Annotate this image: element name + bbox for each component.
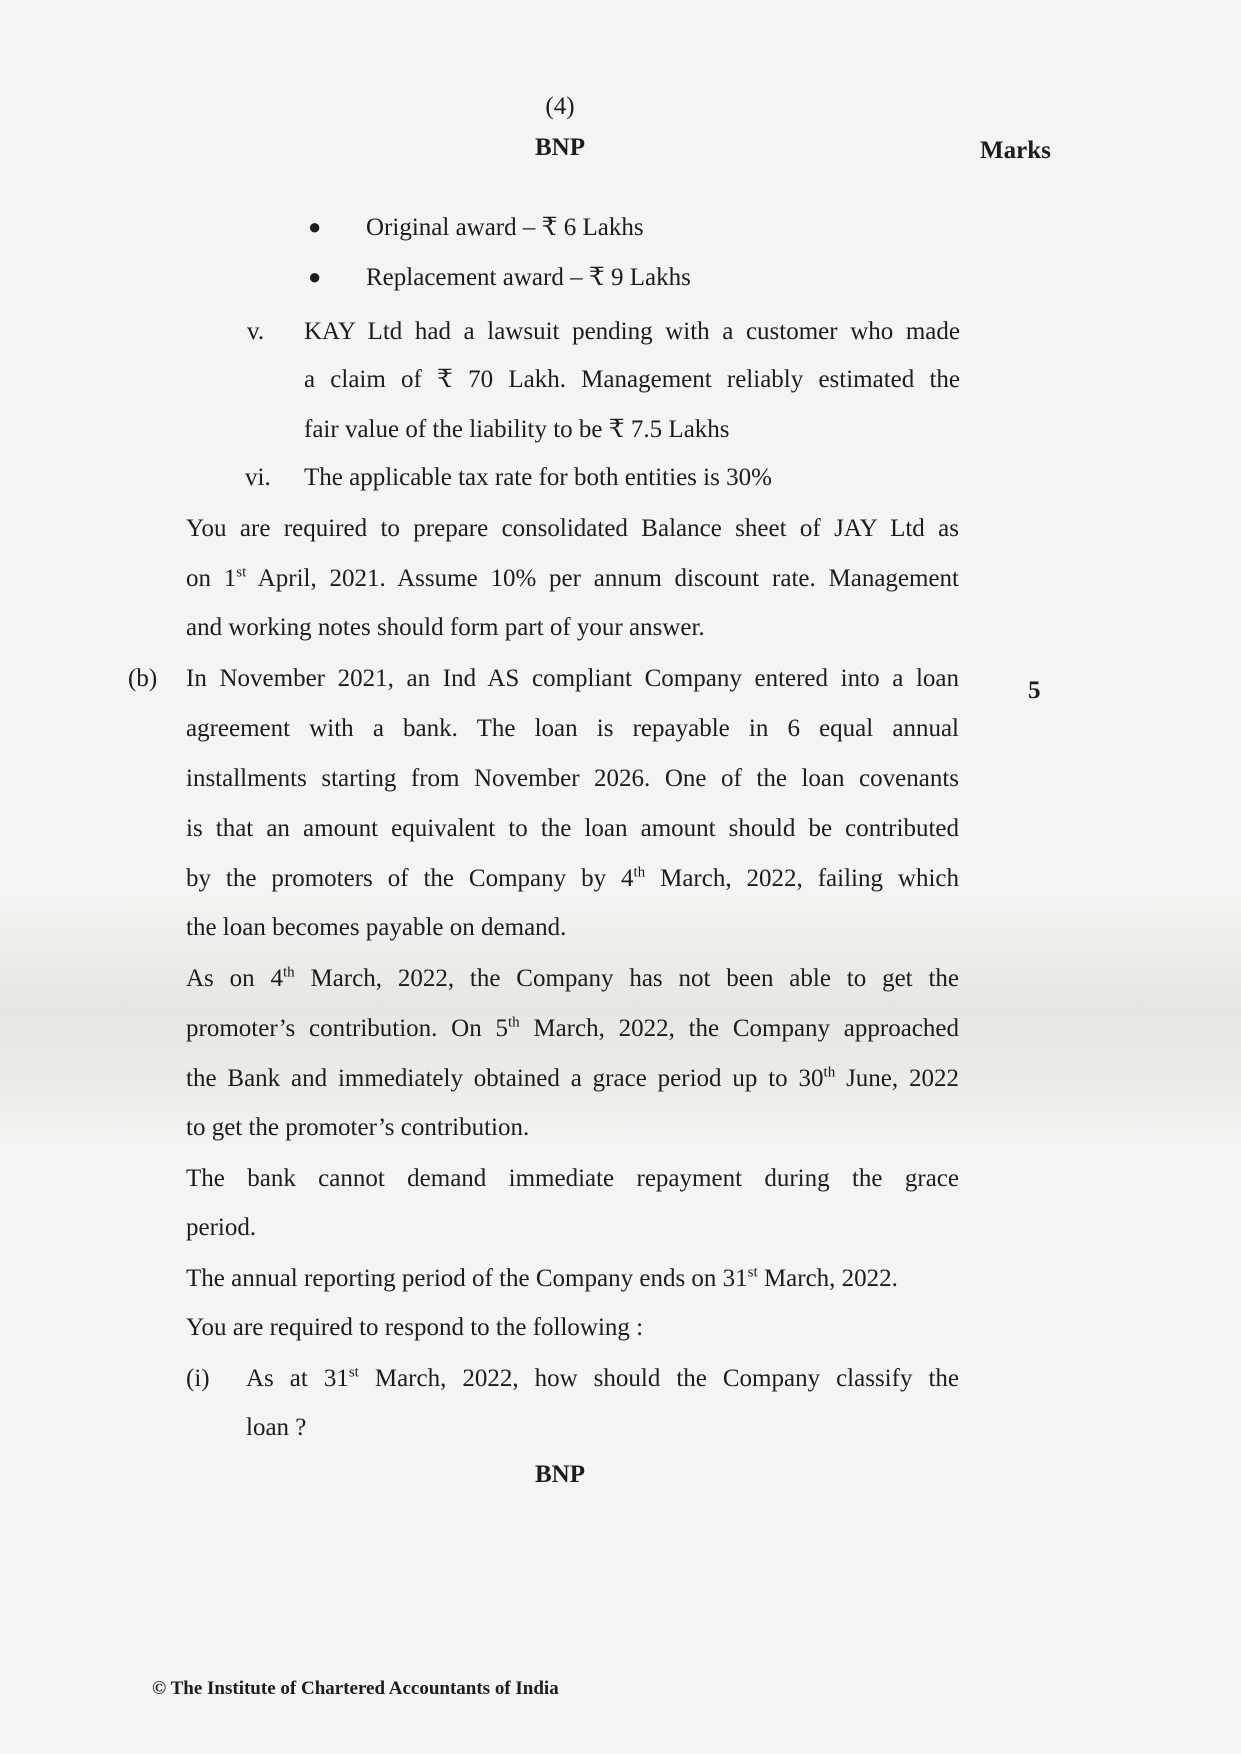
part-b-line: The bank cannot demand immediate repayment during the grace: [186, 1165, 959, 1192]
part-b-line: In November 2021, an Ind AS compliant Company entered into a loan: [186, 665, 959, 692]
item-v-line: a claim of ₹ 70 Lakh. Management reliably estimated the: [304, 366, 960, 393]
requirement-line: You are required to prepare consolidated Balance sheet of JAY Ltd as: [186, 515, 959, 542]
award-original: Original award – ₹ 6 Lakhs: [366, 214, 644, 241]
part-b-line: As on 4th March, 2022, the Company has not been able to get the: [186, 964, 959, 992]
award-replacement: Replacement award – ₹ 9 Lakhs: [366, 264, 691, 291]
paper-code-header: BNP: [535, 134, 585, 161]
question-i-line: loan ?: [246, 1414, 307, 1441]
part-b-label: (b): [128, 665, 158, 692]
part-b-line: agreement with a bank. The loan is repayable in 6 equal annual: [186, 715, 959, 742]
part-b-marks: 5: [1028, 677, 1041, 704]
part-b-line: period.: [186, 1214, 257, 1241]
page-number: (4): [545, 93, 575, 120]
part-b-line: to get the promoter’s contribution.: [186, 1114, 530, 1141]
part-b-line: You are required to respond to the following :: [186, 1314, 644, 1341]
requirement-line: on 1st April, 2021. Assume 10% per annum discount rate. Management: [186, 564, 960, 592]
bullet-icon: ●: [308, 264, 322, 289]
bullet-icon: ●: [308, 214, 322, 239]
item-v-label: v.: [247, 318, 265, 345]
question-i-label: (i): [186, 1365, 210, 1392]
marks-column-label: Marks: [980, 137, 1051, 164]
part-b-line: by the promoters of the Company by 4th March, 2022, failing which: [186, 864, 959, 892]
item-v-line: KAY Ltd had a lawsuit pending with a customer who made: [304, 318, 960, 345]
item-vi-label: vi.: [245, 464, 271, 491]
part-b-line: installments starting from November 2026. One of the loan covenants: [186, 765, 959, 792]
part-b-line: the loan becomes payable on demand.: [186, 914, 567, 941]
question-i-line: As at 31st March, 2022, how should the Company classify the: [246, 1364, 959, 1392]
part-b-line: the Bank and immediately obtained a grace period up to 30th June, 2022: [186, 1064, 960, 1092]
part-b-line: is that an amount equivalent to the loan amount should be contributed: [186, 815, 959, 842]
item-vi-text: The applicable tax rate for both entities is 30%: [304, 464, 772, 491]
part-b-line: The annual reporting period of the Company ends on 31st March, 2022.: [186, 1264, 898, 1292]
part-b-line: promoter’s contribution. On 5th March, 2022, the Company approached: [186, 1014, 960, 1042]
copyright-footer: © The Institute of Chartered Accountants of India: [152, 1678, 559, 1699]
requirement-line: and working notes should form part of your answer.: [186, 614, 705, 641]
item-v-line: fair value of the liability to be ₹ 7.5 Lakhs: [304, 416, 730, 443]
paper-code-footer: BNP: [535, 1461, 585, 1488]
